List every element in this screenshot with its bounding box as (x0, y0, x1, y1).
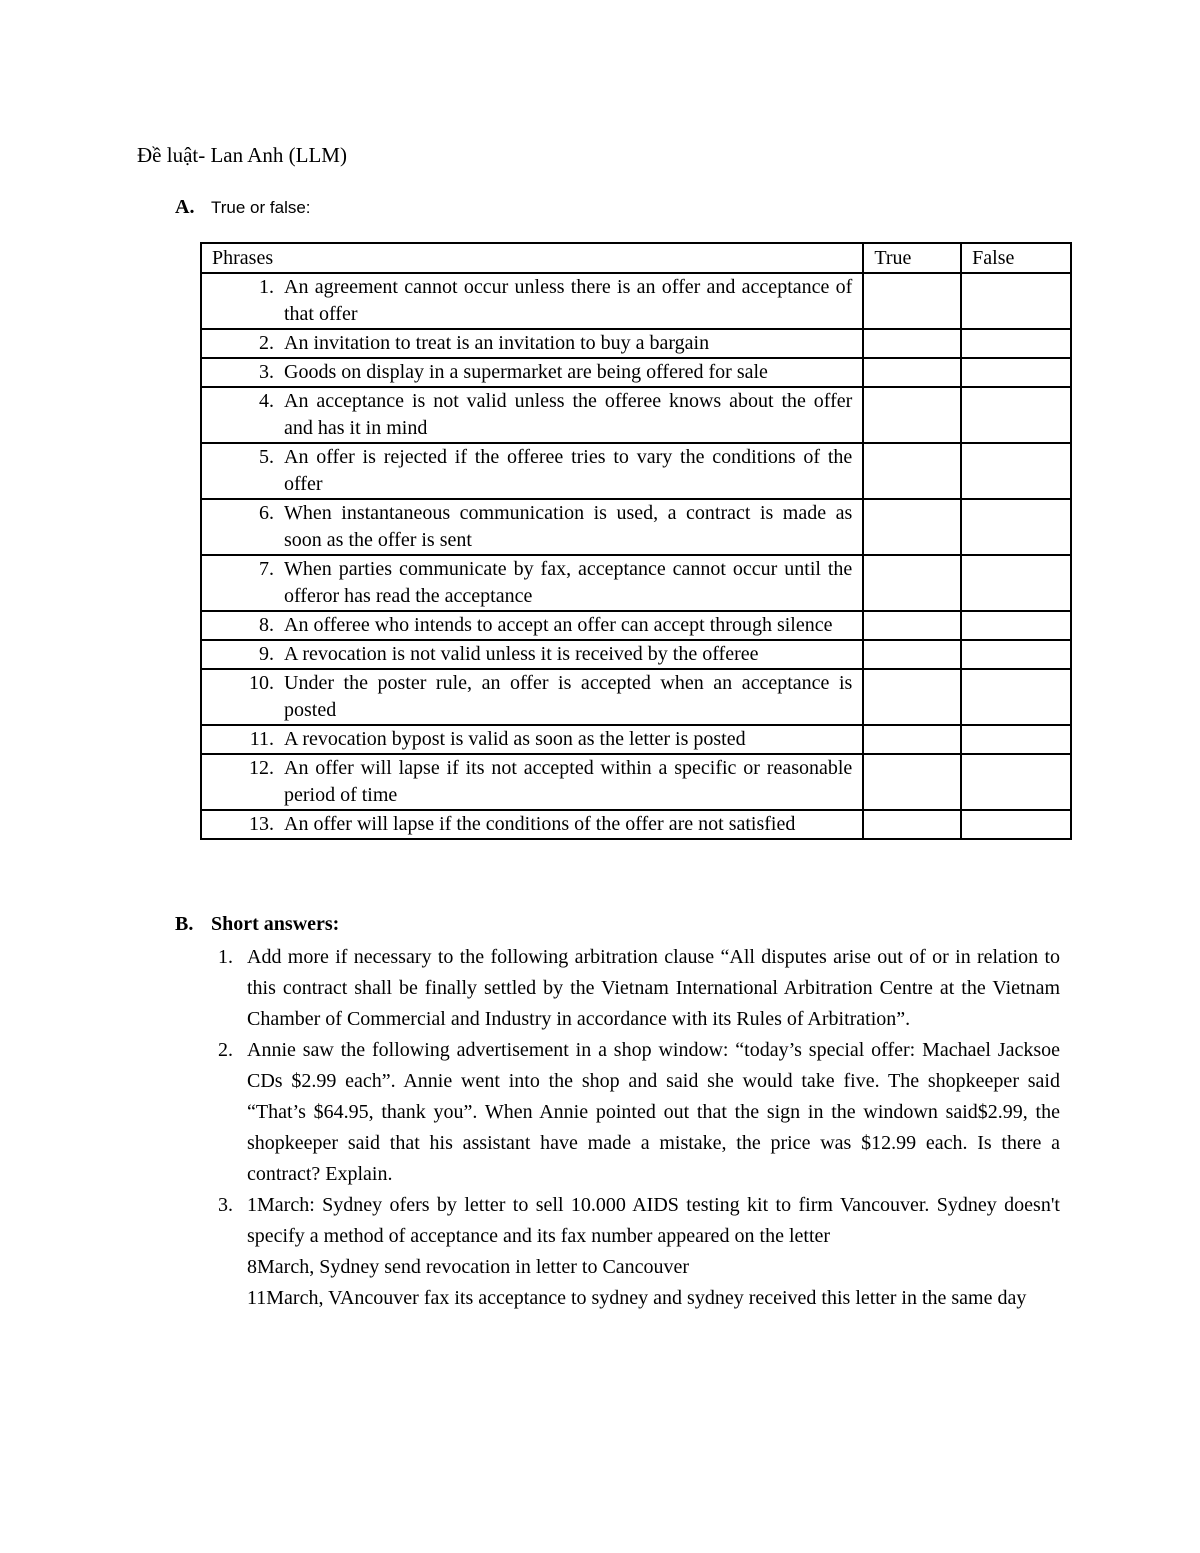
question-text: 1March: Sydney ofers by letter to sell 10.000 AIDS testing kit to firm Vancouver. Sydney doesn't specify a method of acceptance and its fax number appeared on the letter (247, 1194, 1060, 1247)
question-number: 3. (218, 1194, 233, 1216)
row-phrase: An offeree who intends to accept an offer can accept through silence (284, 614, 833, 636)
false-answer-cell[interactable] (961, 725, 1071, 754)
row-number: 3. (259, 361, 274, 383)
true-answer-cell[interactable] (863, 358, 961, 387)
false-answer-cell[interactable] (961, 387, 1071, 443)
phrase-cell (201, 273, 863, 329)
row-phrase: An invitation to treat is an invitation to buy a bargain (284, 332, 710, 354)
phrase-cell (201, 725, 863, 754)
row-number: 4. (259, 390, 274, 412)
row-number: 1. (259, 276, 274, 298)
phrase-cell (201, 499, 863, 555)
table-row (201, 669, 1071, 725)
row-phrase: When instantaneous communication is used, a contract is made as soon as the offer is sent (284, 502, 853, 551)
question-number: 1. (218, 946, 233, 968)
phrase-cell (201, 358, 863, 387)
true-answer-cell[interactable] (863, 611, 961, 640)
section-b-letter: B. (175, 913, 194, 935)
document-title: Đề luật- Lan Anh (LLM) (137, 143, 347, 167)
false-answer-cell[interactable] (961, 358, 1071, 387)
false-answer-cell[interactable] (961, 640, 1071, 669)
phrase-cell (201, 611, 863, 640)
false-answer-cell[interactable] (961, 499, 1071, 555)
row-number: 7. (259, 558, 274, 580)
section-b-label: Short answers: (211, 913, 340, 935)
row-number: 5. (259, 446, 274, 468)
table-row (201, 611, 1071, 640)
row-phrase: An offer is rejected if the offeree tries to vary the conditions of the offer (284, 446, 853, 495)
true-answer-cell[interactable] (863, 443, 961, 499)
section-a-heading (175, 196, 311, 219)
true-answer-cell[interactable] (863, 669, 961, 725)
question-text: Annie saw the following advertisement in a shop window: “today’s special offer: Machael Jacksoe CDs $2.99 each”. Annie went into the shop and said she would take five. The shopkeeper said “That’s $64.95, thank you”. When Annie pointed out that the sign in the windown said$2.99, the shopkeeper said that his assistant have made a mistake, the price was $12.99 each. Is there a contract? Explain. (247, 1039, 1060, 1185)
row-phrase: An agreement cannot occur unless there is an offer and acceptance of that offer (284, 276, 853, 325)
row-phrase: When parties communicate by fax, acceptance cannot occur until the offeror has read the acceptance (284, 558, 853, 607)
table-row (201, 725, 1071, 754)
question-text: 11March, VAncouver fax its acceptance to sydney and sydney received this letter in the same day (247, 1287, 1027, 1309)
table-row (201, 640, 1071, 669)
phrase-cell (201, 640, 863, 669)
section-b (175, 913, 1060, 1314)
question-list (175, 942, 1060, 1314)
true-answer-cell[interactable] (863, 810, 961, 839)
row-phrase: A revocation is not valid unless it is received by the offeree (284, 643, 759, 665)
true-false-table (200, 242, 1072, 840)
row-number: 13. (249, 813, 274, 835)
table-row (201, 810, 1071, 839)
phrase-cell (201, 329, 863, 358)
table-row (201, 499, 1071, 555)
false-answer-cell[interactable] (961, 555, 1071, 611)
table-row (201, 443, 1071, 499)
row-phrase: An offer will lapse if its not accepted within a specific or reasonable period of time (284, 757, 853, 806)
row-number: 9. (259, 643, 274, 665)
false-answer-cell[interactable] (961, 611, 1071, 640)
section-b-heading (175, 913, 1060, 936)
short-answer-question (175, 1035, 1060, 1190)
false-answer-cell[interactable] (961, 273, 1071, 329)
header-true: True (863, 243, 961, 273)
true-answer-cell[interactable] (863, 754, 961, 810)
row-number: 12. (249, 757, 274, 779)
true-answer-cell[interactable] (863, 555, 961, 611)
row-number: 2. (259, 332, 274, 354)
false-answer-cell[interactable] (961, 669, 1071, 725)
table-row (201, 387, 1071, 443)
true-answer-cell[interactable] (863, 499, 961, 555)
false-answer-cell[interactable] (961, 754, 1071, 810)
row-phrase: An offer will lapse if the conditions of the offer are not satisfied (284, 813, 796, 835)
true-answer-cell[interactable] (863, 387, 961, 443)
true-answer-cell[interactable] (863, 273, 961, 329)
question-number: 2. (218, 1039, 233, 1061)
phrase-cell (201, 387, 863, 443)
table-row (201, 754, 1071, 810)
section-a-label: True or false: (211, 198, 311, 217)
phrase-cell (201, 810, 863, 839)
table-row (201, 358, 1071, 387)
row-number: 8. (259, 614, 274, 636)
phrase-cell (201, 555, 863, 611)
table-header-row (201, 243, 1071, 273)
table-row (201, 555, 1071, 611)
row-phrase: An acceptance is not valid unless the offeree knows about the offer and has it in mind (284, 390, 853, 439)
true-answer-cell[interactable] (863, 725, 961, 754)
row-phrase: Under the poster rule, an offer is accepted when an acceptance is posted (284, 672, 853, 721)
false-answer-cell[interactable] (961, 810, 1071, 839)
short-answer-question (175, 1190, 1060, 1314)
header-false: False (961, 243, 1071, 273)
phrase-cell (201, 754, 863, 810)
question-text: Add more if necessary to the following arbitration clause “All disputes arise out of or in relation to this contract shall be finally settled by the Vietnam International Arbitration Centre at the Vietnam Chamber of Commercial and Industry in accordance with its Rules of Arbitration”. (247, 946, 1060, 1030)
phrase-cell (201, 443, 863, 499)
table-row (201, 329, 1071, 358)
false-answer-cell[interactable] (961, 329, 1071, 358)
row-number: 6. (259, 502, 274, 524)
row-phrase: A revocation bypost is valid as soon as the letter is posted (284, 728, 746, 750)
row-number: 11. (249, 728, 274, 750)
true-answer-cell[interactable] (863, 640, 961, 669)
true-answer-cell[interactable] (863, 329, 961, 358)
row-phrase: Goods on display in a supermarket are being offered for sale (284, 361, 768, 383)
table-row (201, 273, 1071, 329)
short-answer-question (175, 942, 1060, 1035)
section-a-letter: A. (175, 196, 195, 218)
header-phrases: Phrases (201, 243, 863, 273)
question-text: 8March, Sydney send revocation in letter to Cancouver (247, 1256, 690, 1278)
false-answer-cell[interactable] (961, 443, 1071, 499)
row-number: 10. (249, 672, 274, 694)
phrase-cell (201, 669, 863, 725)
